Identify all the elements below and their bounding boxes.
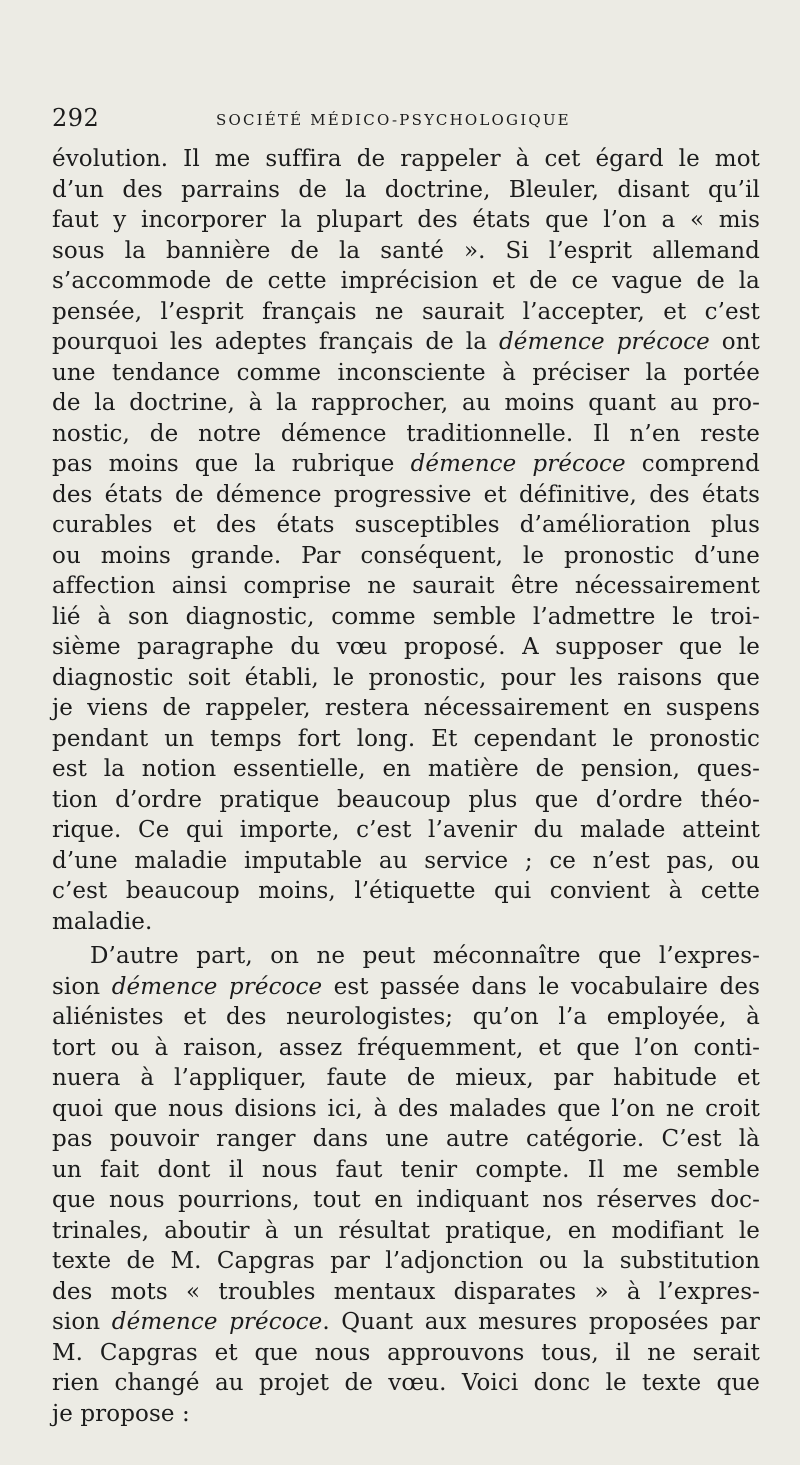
text-line (52, 754, 760, 785)
text-line (52, 907, 760, 938)
text-line (52, 571, 760, 602)
text-line (52, 602, 760, 633)
text-line (52, 236, 760, 267)
text-line (52, 972, 760, 1003)
text-line (52, 266, 760, 297)
text-line (52, 1216, 760, 1247)
text-line (52, 632, 760, 663)
text-segment: nuera à l’appliquer, faute de mieux, par habitude et (52, 1065, 760, 1091)
text-segment: texte de M. Capgras par l’adjonction ou la substitution (52, 1248, 760, 1274)
text-segment: faut y incorporer la plupart des états que l’on a « mis (52, 207, 760, 233)
text-line (52, 1124, 760, 1155)
text-segment: s’accommode de cette imprécision et de ce vague de la (52, 268, 760, 294)
text-line (52, 663, 760, 694)
text-line (52, 205, 760, 236)
text-segment: sion (52, 1309, 112, 1335)
text-segment: ou moins grande. Par conséquent, le pronostic d’une (52, 542, 760, 569)
text-segment: D’autre part, on ne peut méconnaître que l’expres- (90, 943, 760, 969)
text-line (52, 693, 760, 724)
text-segment: ont (709, 329, 760, 355)
text-line (52, 1399, 760, 1430)
text-segment: rien changé au projet de vœu. Voici donc le texte que (52, 1370, 760, 1396)
text-segment: pas moins que la rubrique (52, 451, 411, 477)
text-segment: sous la bannière de la santé ». Si l’esprit allemand (52, 237, 760, 264)
text-line (52, 175, 760, 206)
text-segment: tion d’ordre pratique beaucoup plus que d’ordre théo- (52, 786, 760, 813)
text-segment: je propose : (52, 1400, 190, 1427)
text-segment: lié à son diagnostic, comme semble l’admettre le troi- (52, 603, 760, 630)
text-line (52, 1094, 760, 1125)
text-segment: que nous pourrions, tout en indiquant nos réserves doc- (52, 1187, 760, 1213)
text-segment: d’une maladie imputable au service ; ce n’est pas, ou (52, 847, 760, 874)
text-line (52, 1246, 760, 1277)
text-line (52, 144, 760, 175)
text-segment: aliénistes et des neurologistes; qu’on l’a employée, à (52, 1004, 760, 1030)
italic-term: démence précoce (111, 973, 323, 1000)
text-line (52, 941, 760, 972)
text-segment: pendant un temps fort long. Et cependant le pronostic (52, 725, 760, 752)
text-segment: nostic, de notre démence traditionnelle. Il n’en reste (52, 420, 760, 447)
text-segment: pensée, l’esprit français ne saurait l’accepter, et c’est (52, 298, 760, 325)
text-segment: c’est beaucoup moins, l’étiquette qui convient à cette (52, 878, 760, 904)
text-segment: sion (52, 973, 112, 1000)
text-line (52, 1185, 760, 1216)
text-segment: comprend (625, 451, 760, 477)
running-head: SOCIÉTÉ MÉDICO-PSYCHOLOGIQUE (216, 111, 571, 129)
text-line (52, 297, 760, 328)
text-segment: rique. Ce qui importe, c’est l’avenir du malade atteint (52, 817, 760, 843)
text-line (52, 388, 760, 419)
text-line (52, 785, 760, 816)
text-line (52, 1063, 760, 1094)
italic-term: démence précoce (498, 329, 710, 355)
text-segment: curables et des états susceptibles d’amélioration plus (52, 512, 760, 538)
page-number: 292 (52, 104, 100, 132)
text-segment: maladie. (52, 908, 153, 935)
italic-term: démence précoce (111, 1309, 323, 1335)
text-line (52, 541, 760, 572)
text-segment: . Quant aux mesures proposées par (322, 1309, 760, 1335)
text-line (52, 724, 760, 755)
text-segment: trinales, aboutir à un résultat pratique, en modifiant le (52, 1217, 760, 1244)
text-segment: est passée dans le vocabulaire des (322, 973, 760, 1000)
text-line (52, 815, 760, 846)
text-segment: un fait dont il nous faut tenir compte. Il me semble (52, 1156, 760, 1183)
text-segment: pas pouvoir ranger dans une autre catégorie. C’est là (52, 1126, 760, 1152)
text-line (52, 419, 760, 450)
text-segment: de la doctrine, à la rapprocher, au moins quant au pro- (52, 390, 760, 416)
text-line (52, 480, 760, 511)
text-line (52, 449, 760, 480)
text-segment: pourquoi les adeptes français de la (52, 329, 499, 355)
text-segment: quoi que nous disions ici, à des malades que l’on ne croit (52, 1095, 760, 1122)
page-header (52, 104, 752, 134)
text-segment: tort ou à raison, assez fréquemment, et que l’on conti- (52, 1034, 760, 1061)
text-line (52, 1307, 760, 1338)
text-line (52, 327, 760, 358)
text-line (52, 1277, 760, 1308)
text-segment: des mots « troubles mentaux disparates » à l’expres- (52, 1278, 760, 1305)
text-line (52, 358, 760, 389)
text-line (52, 1368, 760, 1399)
text-segment: des états de démence progressive et définitive, des états (52, 481, 760, 508)
text-segment: évolution. Il me suffira de rappeler à cet égard le mot (52, 146, 760, 172)
text-line (52, 1002, 760, 1033)
body-text (52, 144, 760, 1429)
text-segment: affection ainsi comprise ne saurait être nécessairement (52, 573, 760, 599)
text-segment: M. Capgras et que nous approuvons tous, il ne serait (52, 1339, 760, 1366)
text-segment: sième paragraphe du vœu proposé. A supposer que le (52, 634, 760, 660)
text-line (52, 1033, 760, 1064)
text-line (52, 1338, 760, 1369)
text-line (52, 846, 760, 877)
italic-term: démence précoce (410, 451, 626, 477)
text-segment: est la notion essentielle, en matière de pension, ques- (52, 756, 760, 782)
text-line (52, 876, 760, 907)
text-line (52, 1155, 760, 1186)
text-segment: diagnostic soit établi, le pronostic, pour les raisons que (52, 664, 760, 691)
text-segment: une tendance comme inconsciente à préciser la portée (52, 359, 760, 386)
text-segment: je viens de rappeler, restera nécessairement en suspens (52, 695, 760, 721)
text-segment: d’un des parrains de la doctrine, Bleuler, disant qu’il (52, 176, 760, 203)
text-line (52, 510, 760, 541)
